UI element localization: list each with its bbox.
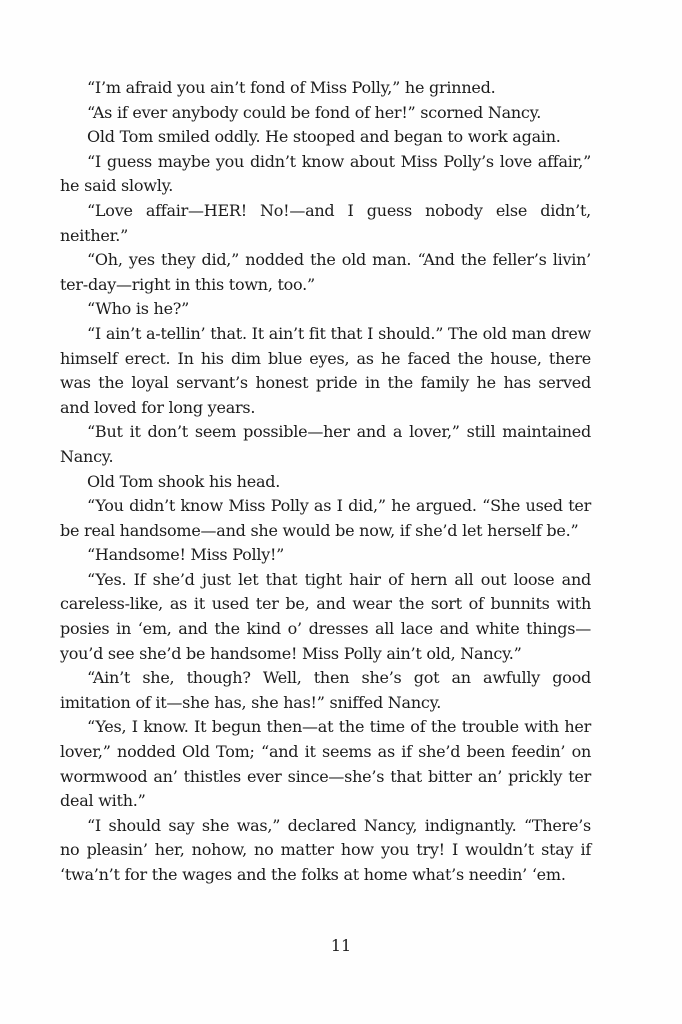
paragraph: “Yes. If she’d just let that tight hair of hern all out loose and careless-like, as it used ter be, and wear the sort of bunnits with posies in ‘em, and the kind o’ dresses all lace and white things—you’d see she’d be handsome! Miss Polly ain’t old, Nancy.” [60,569,591,663]
body-text [60,76,591,888]
paragraph: “Handsome! Miss Polly!” [87,545,285,565]
paragraph: “I should say she was,” declared Nancy, indignantly. “There’s no pleasin’ her, nohow, no matter how you try! I wouldn’t stay if ‘twa’n’t for the wages and the folks at home what’s needin’ ‘em. [60,815,591,884]
paragraph: “Who is he?” [87,299,190,319]
paragraph: “I’m afraid you ain’t fond of Miss Polly,” he grinned. [87,78,496,97]
paragraph: “I ain’t a-tellin’ that. It ain’t fit that I should.” The old man drew himself erect. In his dim blue eyes, as he faced the house, there was the loyal servant’s honest pride in the family he has served and loved for long years. [60,323,591,417]
paragraph: “Yes, I know. It begun then—at the time of the trouble with her lover,” nodded Old Tom; “and it seems as if she’d been feedin’ on wormwood an’ thistles ever since—she’s that bitter an’ prickly ter deal with.” [60,717,591,811]
paragraph: Old Tom smiled oddly. He stooped and began to work again. [87,127,561,147]
paragraph: “You didn’t know Miss Polly as I did,” he argued. “She used ter be real handsome—and she would be now, if she’d let herself be.” [60,496,591,540]
paragraph: “I guess maybe you didn’t know about Miss Polly’s love affair,” he said slowly. [60,151,591,196]
paragraph: “As if ever anybody could be fond of her!” scorned Nancy. [87,102,542,122]
paragraph: “Oh, yes they did,” nodded the old man. “And the feller’s livin’ ter-day—right in this town, too.” [60,250,591,294]
paragraph: “But it don’t seem possible—her and a lover,” still maintained Nancy. [60,422,591,466]
paragraph: “Ain’t she, though? Well, then she’s got an awfully good imitation of it—she has, she has!” sniffed Nancy. [60,668,591,712]
paragraph: “Love affair—HER! No!—and I guess nobody else didn’t, neither.” [60,200,591,245]
page-number: 11 [330,936,352,955]
paragraph: Old Tom shook his head. [87,471,281,491]
